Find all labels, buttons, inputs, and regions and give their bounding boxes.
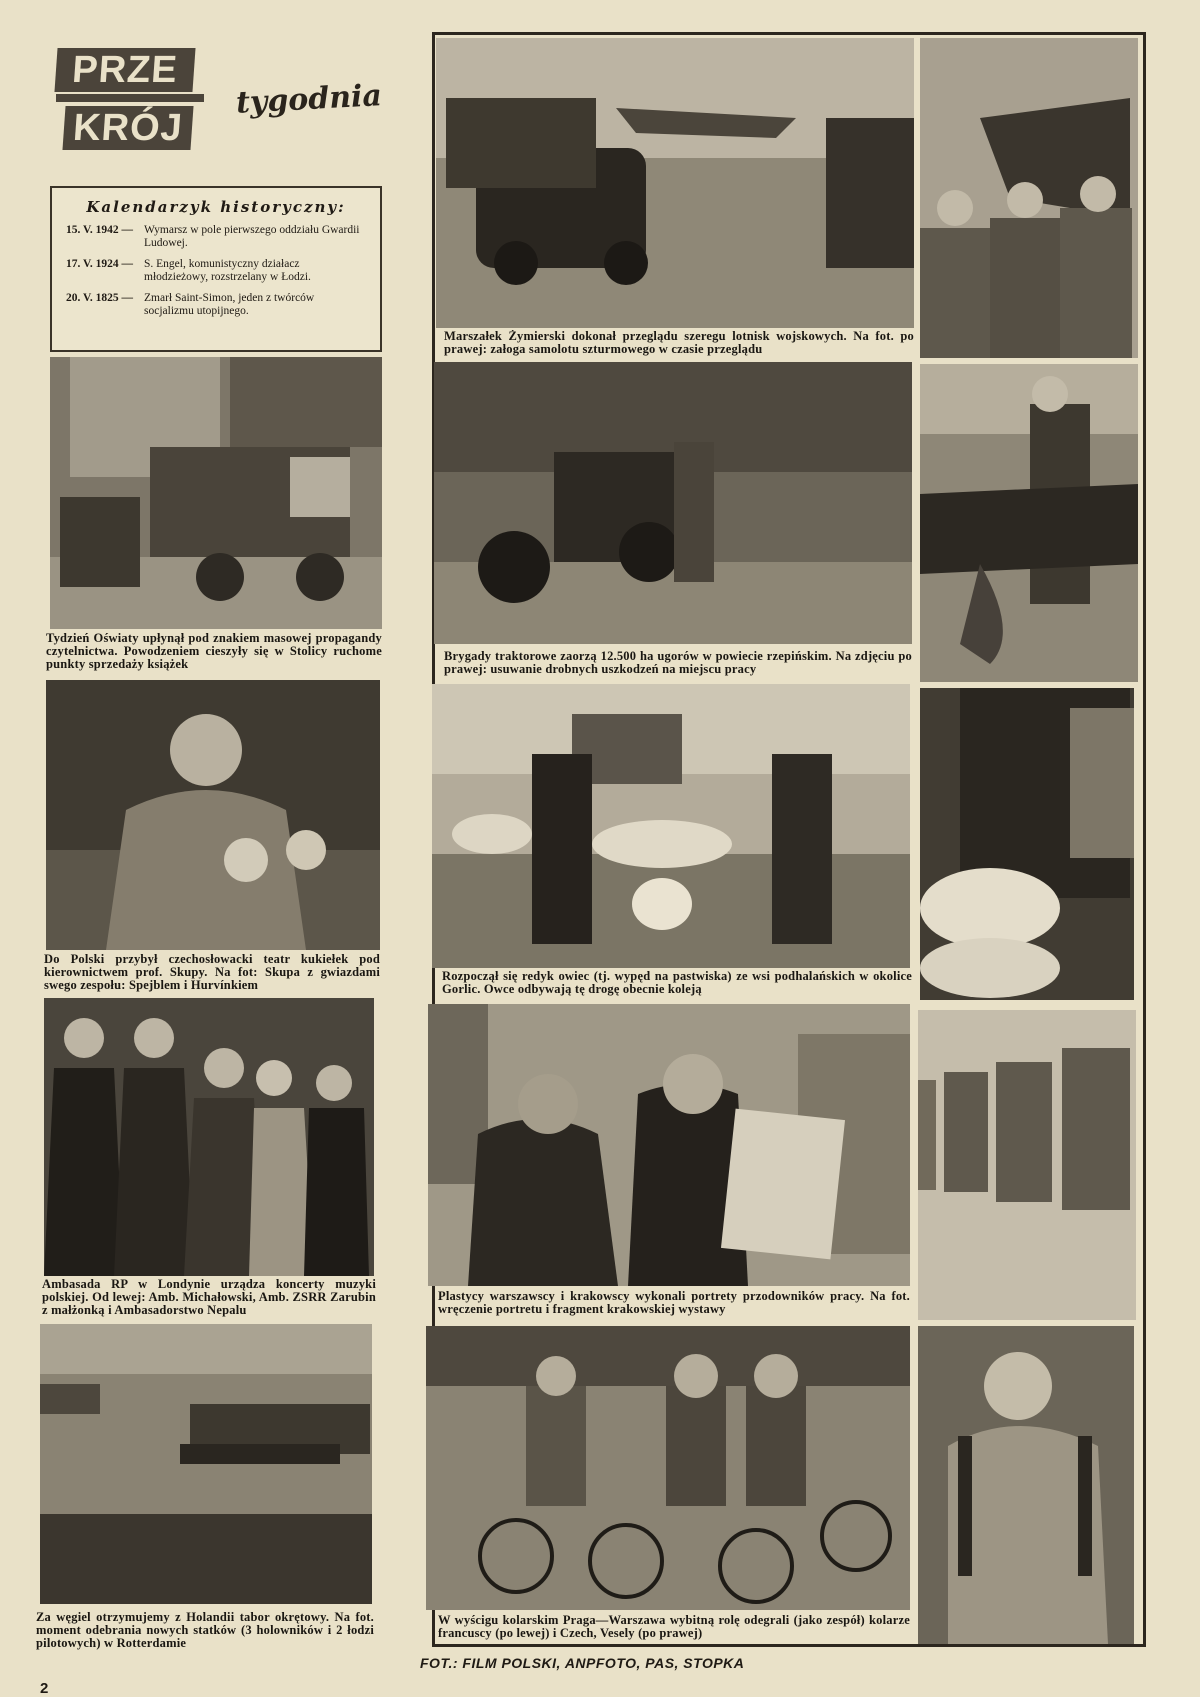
logo-script-tygodnia: tygodnia	[235, 78, 383, 121]
caption-sheep: Rozpoczął się redyk owiec (tj. wypęd na pastwiska) ze wsi podhalańskich w okolice Gorlic. Owce odbywają tę drogę obecnie koleją	[442, 970, 912, 996]
photo-cycling-race	[426, 1326, 910, 1610]
calendar-entry-date: 17. V. 1924 —	[66, 258, 133, 270]
photo-sheep-shepherds	[432, 684, 910, 968]
calendar-title: Kalendarzyk historyczny:	[86, 198, 346, 216]
photo-tractor-brigade	[434, 362, 912, 644]
photo-embassy-reception	[44, 998, 374, 1276]
logo-line-1: PRZE	[54, 48, 195, 92]
calendar-entry-date: 20. V. 1825 —	[66, 292, 133, 304]
photo-portrait-handover	[428, 1004, 910, 1286]
caption-airfield: Marszałek Żymierski dokonał przeglądu szeregu lotnisk wojskowych. Na fot. po prawej: załoga samolotu szturmowego w czasie przeglądu	[444, 330, 914, 356]
page-number: 2	[40, 1680, 49, 1697]
caption-embassy: Ambasada RP w Londynie urządza koncerty muzyki polskiej. Od lewej: Amb. Michałowski, Amb. ZSRR Zarubin z małżonką i Ambasadorstwo Nepalu	[42, 1278, 376, 1317]
calendar-entry-text: Zmarł Saint-Simon, jeden z twórców socjalizmu utopijnego.	[144, 292, 315, 317]
logo-line-2: KRÓJ	[62, 106, 193, 150]
calendar-entry-text: S. Engel, komunistyczny działacz młodzieżowy, rozstrzelany w Łodzi.	[144, 258, 311, 283]
photo-cyclist-vesely	[918, 1326, 1134, 1644]
calendar-entry-text: Wymarsz w pole pierwszego oddziału Gwardii Ludowej.	[144, 224, 360, 249]
caption-ships: Za węgiel otrzymujemy z Holandii tabor okrętowy. Na fot. moment odebrania nowych statków (3 holowników i 2 łodzi pilotowych) w Rotterdamie	[36, 1611, 374, 1650]
photo-book-truck	[50, 357, 382, 629]
caption-portraits: Plastycy warszawscy i krakowscy wykonali portrety przodowników pracy. Na fot. wręczenie portretu i fragment krakowskiej wystawy	[438, 1290, 910, 1316]
photo-marshal-airfield	[436, 38, 914, 328]
calendar-entry	[66, 292, 366, 318]
calendar-entry-date: 15. V. 1942 —	[66, 224, 133, 236]
caption-tractors: Brygady traktorowe zaorzą 12.500 ha ugorów w powiecie rzepińskim. Na zdjęciu po prawej: usuwanie drobnych uszkodzeń na miejscu pracy	[444, 650, 912, 676]
caption-cycling: W wyścigu kolarskim Praga—Warszawa wybitną rolę odegrali (jako zespół) kolarze francuscy (po lewej) i Czech, Vesely (po prawej)	[438, 1614, 910, 1640]
historical-calendar-box	[50, 186, 382, 352]
magazine-logo	[56, 48, 204, 156]
logo-divider	[56, 94, 204, 102]
photo-plough-repair	[920, 364, 1138, 682]
photo-puppet-theatre	[46, 680, 380, 950]
caption-puppets: Do Polski przybył czechosłowacki teatr kukiełek pod kierownictwem prof. Skupy. Na fot: Skupa z gwiazdami swego zespołu: Spejblem i Hurvínkiem	[44, 953, 380, 992]
photo-aircraft-crew	[920, 38, 1138, 358]
calendar-entry	[66, 258, 366, 284]
calendar-entry	[66, 224, 366, 250]
photo-rotterdam-ships	[40, 1324, 372, 1604]
caption-books: Tydzień Oświaty upłynął pod znakiem masowej propagandy czytelnictwa. Powodzeniem cieszyły się w Stolicy ruchome punkty sprzedaży książek	[46, 632, 382, 671]
photo-krakow-exhibition	[918, 1010, 1136, 1320]
photo-sheep-railcar	[920, 688, 1134, 1000]
photo-credits: FOT.: FILM POLSKI, ANPFOTO, PAS, STOPKA	[420, 1655, 745, 1671]
